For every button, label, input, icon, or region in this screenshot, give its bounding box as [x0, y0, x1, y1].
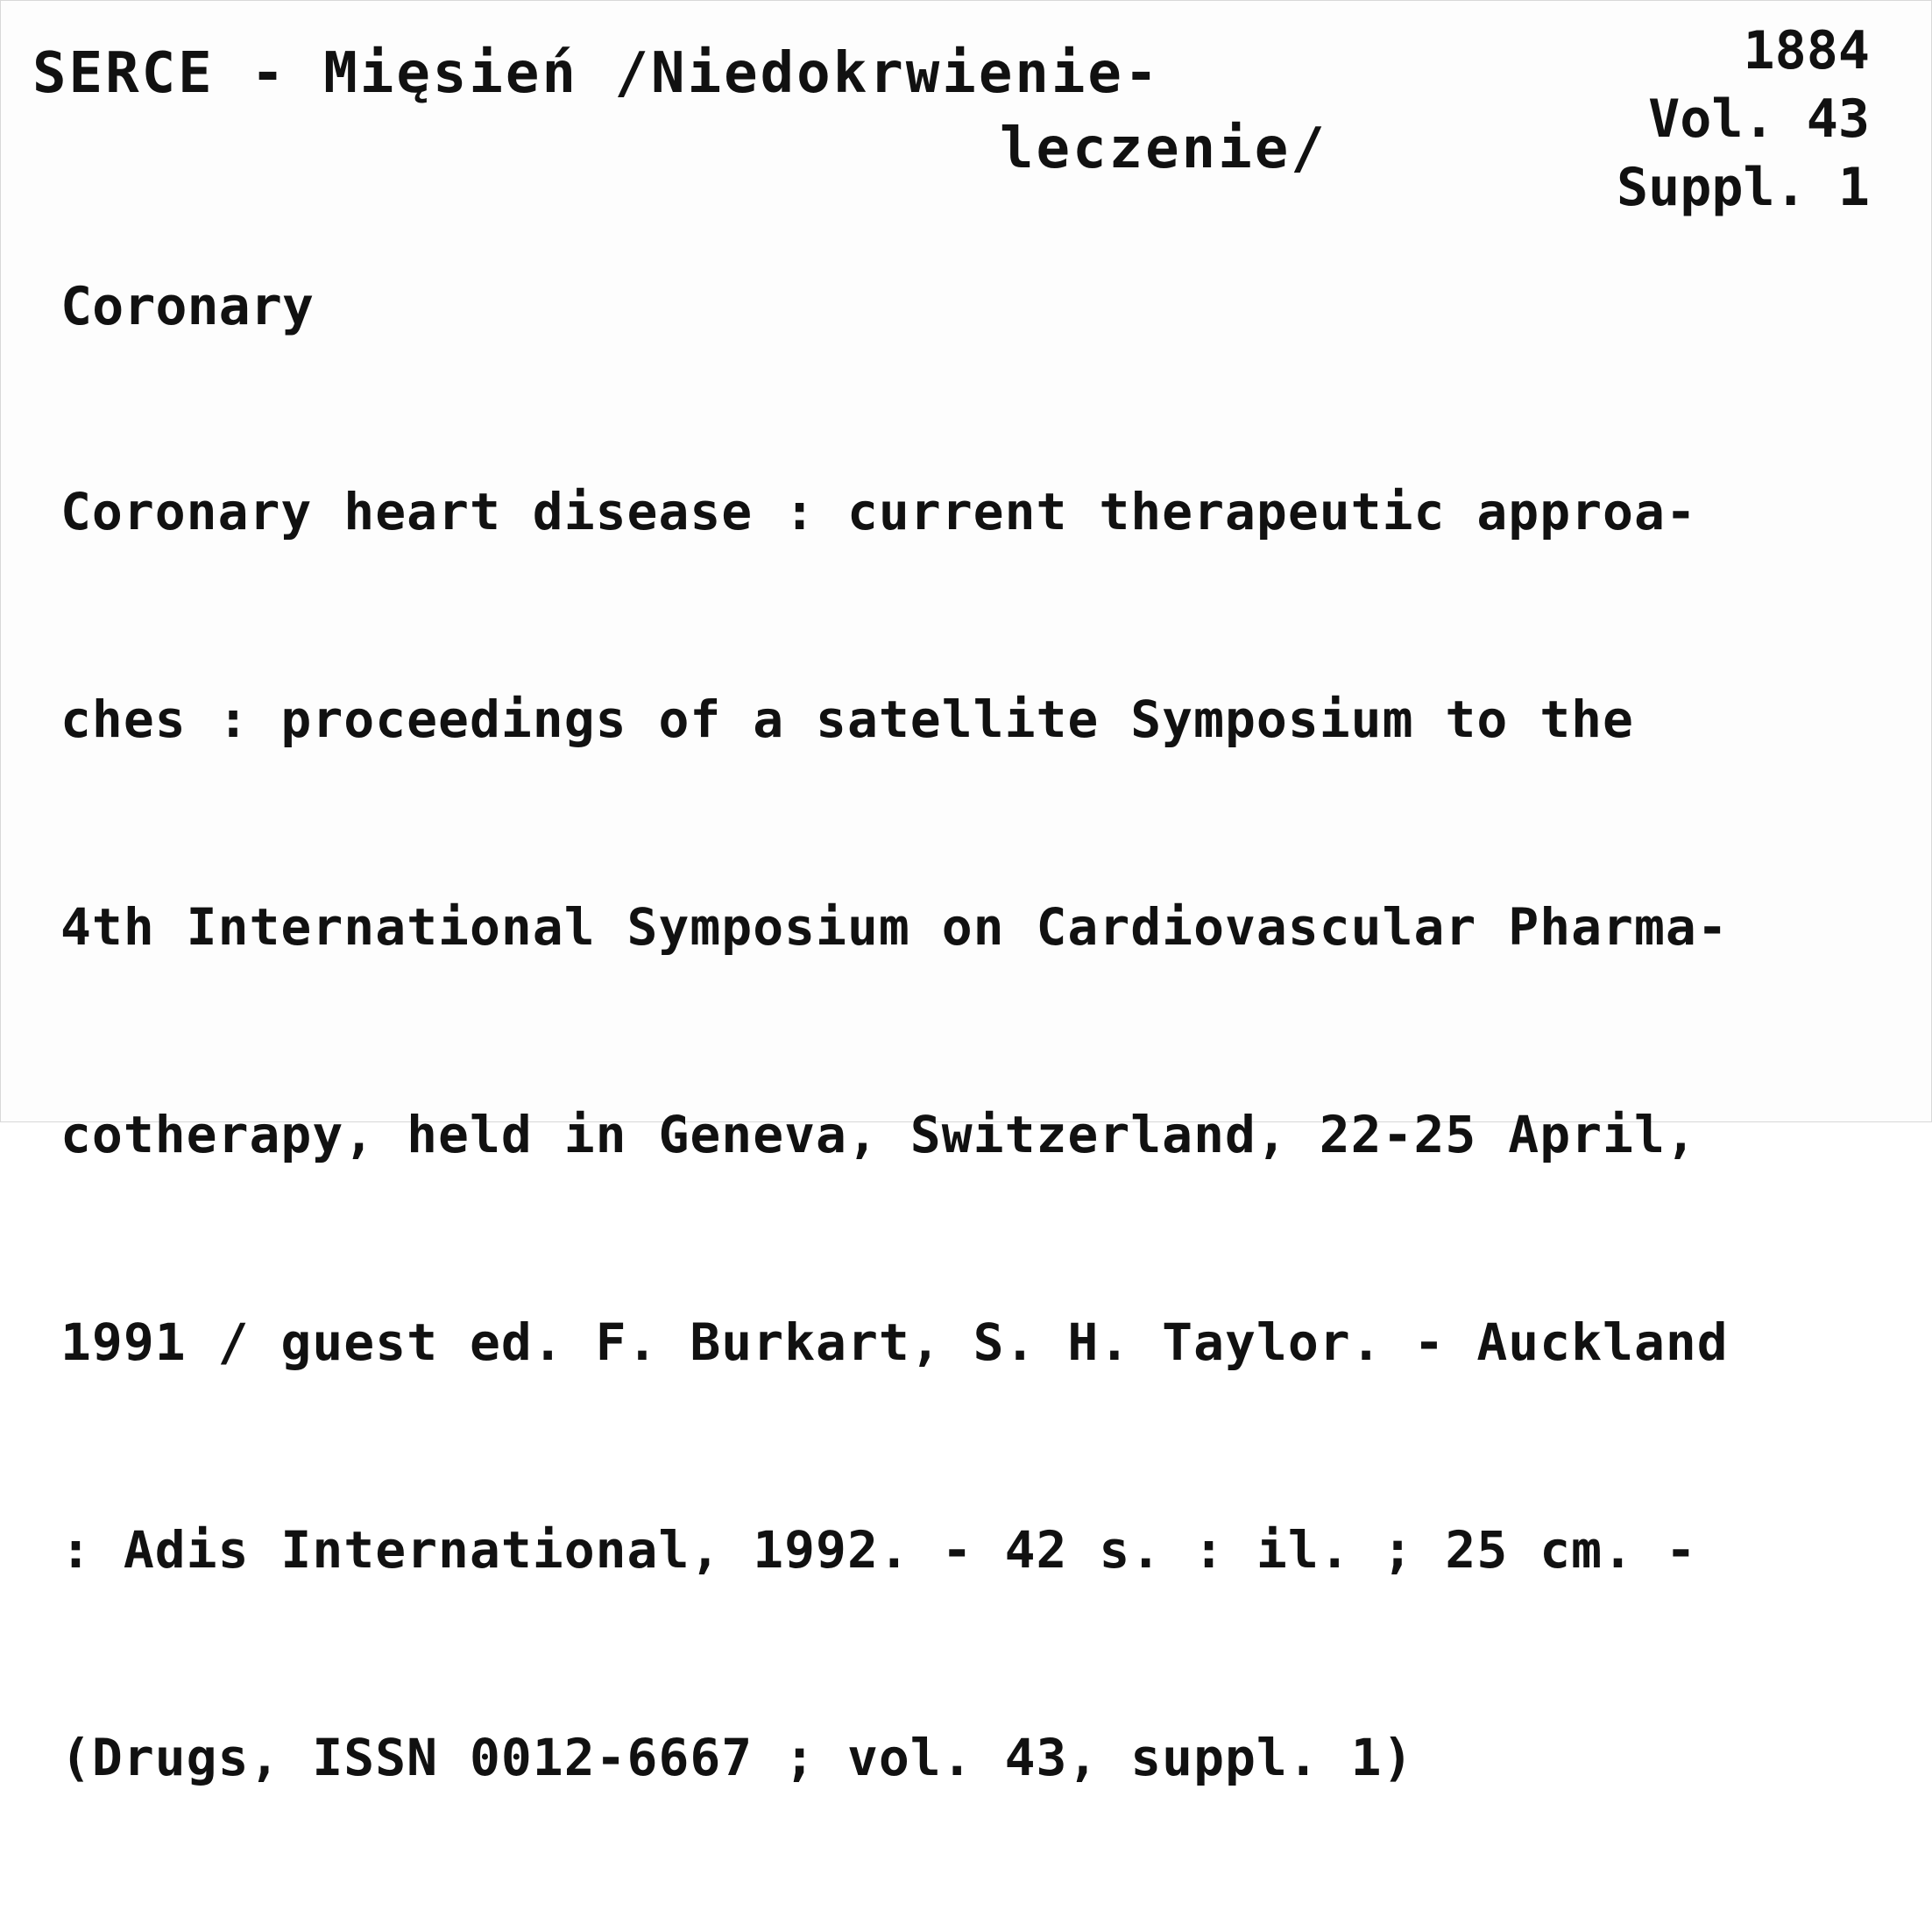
call-number-volume: Vol. 43 — [1648, 88, 1870, 150]
call-number-supplement: Suppl. 1 — [1617, 157, 1870, 218]
subject-line-1: SERCE - Mięsień /Niedokrwienie- — [32, 41, 1161, 106]
call-number-year: 1884 — [1743, 20, 1870, 81]
description-line: 1991 / guest ed. F. Burkart, S. H. Taylor. - Auckland — [60, 1312, 1729, 1372]
description-line: Coronary heart disease : current therapeutic approa- — [60, 482, 1697, 541]
description-line: : Adis International, 1992. - 42 s. : il. ; 25 cm. - — [60, 1520, 1697, 1580]
subject-line-2: leczenie/ — [1000, 117, 1327, 181]
description-line: 4th International Symposium on Cardiovascular Pharma- — [60, 897, 1729, 957]
description-line: ches : proceedings of a satellite Symposium to the — [60, 690, 1634, 749]
entry-heading: Coronary — [60, 276, 314, 337]
description-line: cotherapy, held in Geneva, Switzerland, 22-25 April, — [60, 1105, 1697, 1164]
description-line: (Drugs, ISSN 0012-6667 ; vol. 43, suppl. 1) — [60, 1728, 1414, 1787]
bibliographic-description — [60, 339, 1729, 1931]
call-number — [1617, 17, 1870, 222]
subject-heading — [32, 36, 1327, 187]
